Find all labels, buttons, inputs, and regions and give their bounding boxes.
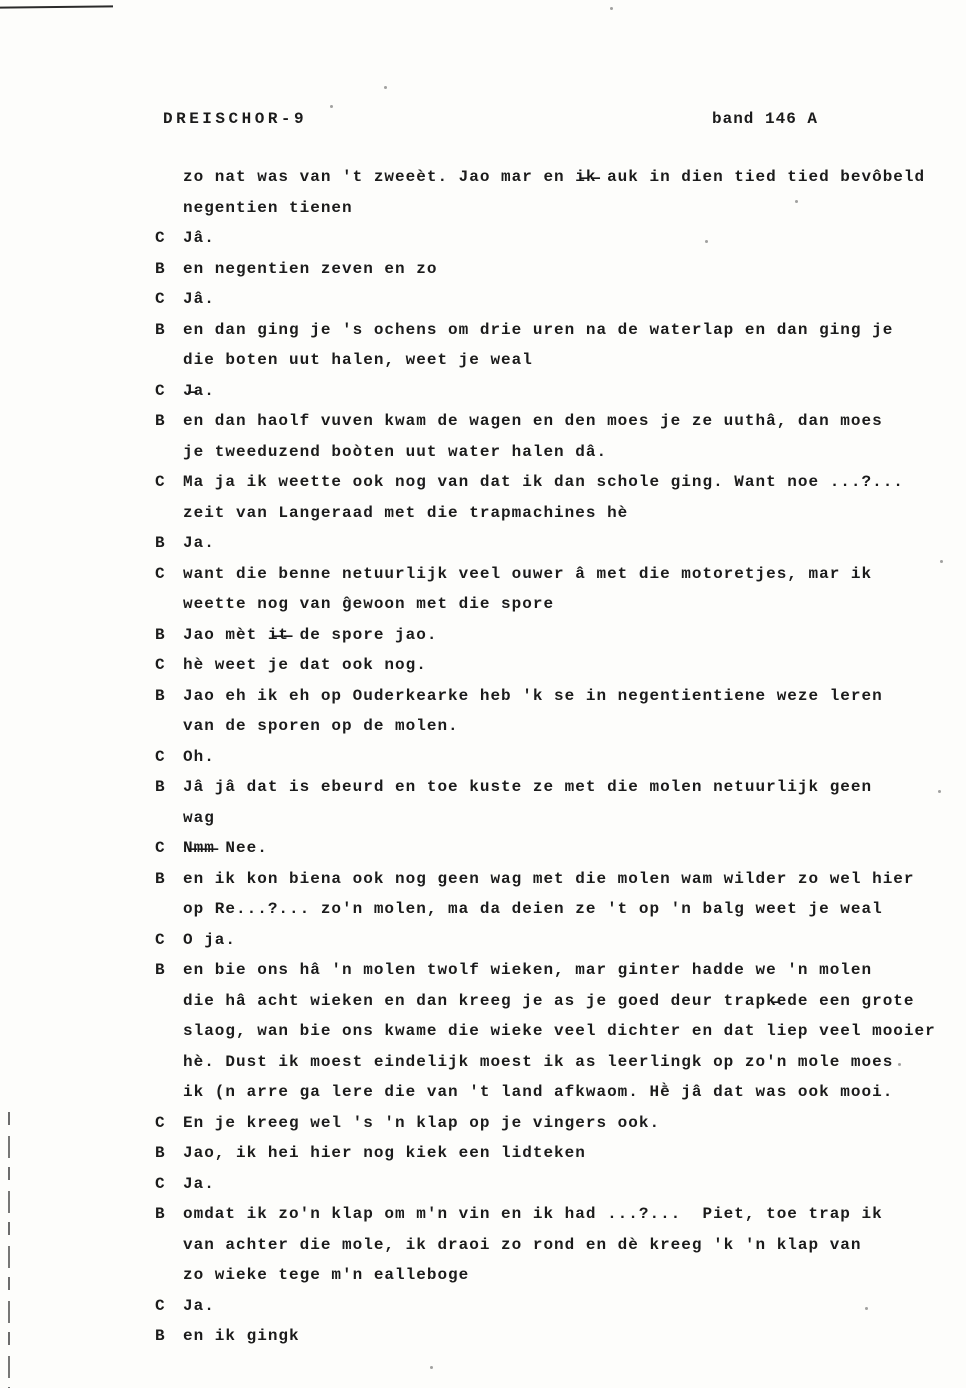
line-text: en dan ging je 's ochens om drie uren na de waterlap en dan ging je (183, 320, 894, 339)
speaker-label: B (155, 1205, 166, 1223)
scan-speck (330, 105, 333, 108)
speaker-label: C (155, 839, 166, 857)
transcript-line (0, 589, 966, 620)
transcript-line (0, 925, 966, 956)
transcript-line (0, 1169, 966, 1200)
speaker-label: C (155, 564, 166, 583)
transcript-line (0, 345, 966, 376)
line-text: Jao eh ik eh op Ouderkearke heb 'k se in negentientiene weze leren (183, 686, 883, 705)
transcript-line (0, 986, 966, 1017)
scan-edge-line (0, 5, 113, 8)
line-text: Jao mèt i̶t̶ de spore jao. (183, 625, 438, 644)
line-text: en bie ons hâ 'n molen twolf wieken, mar ginter hadde we 'n molen (183, 961, 873, 979)
line-text: want die benne netuurlijk veel ouwer â met die motoretjes, mar ik (183, 564, 873, 583)
transcript-line (0, 803, 966, 834)
transcript-line (0, 894, 966, 925)
line-text: negentien tienen (183, 198, 353, 217)
speaker-label: B (155, 534, 166, 552)
line-text: zo nat was van 't zweeèt. Jao mar en i̶k̶ auk in dien tied tied bevôbeld (183, 168, 926, 186)
line-text: zeit van Langeraad met die trapmachines hè (183, 503, 629, 522)
transcript-line (0, 376, 966, 407)
line-text: J̶a. (183, 381, 215, 400)
transcript-line (0, 864, 966, 895)
line-text: en ik kon biena ook nog geen wag met die molen wam wilder zo wel hier (183, 869, 915, 888)
transcript-line (0, 406, 966, 437)
line-text: ik (n arre ga lere die van 't land afkwaom. Hḕ jâ dat was ook mooi. (183, 1083, 894, 1101)
line-text: Oh. (183, 747, 215, 766)
transcript-line (0, 193, 966, 224)
scan-speck (384, 86, 387, 89)
speaker-label: C (155, 1174, 166, 1193)
line-text: omdat ik zo'n klap om m'n vin en ik had ...?... Piet, toe trap ik (183, 1205, 883, 1223)
speaker-label: B (155, 961, 166, 979)
line-text: hè. Dust ik moest eindelijk moest ik as leerlingk op zo'n mole moes (183, 1052, 894, 1071)
speaker-label: C (155, 656, 166, 674)
speaker-label: B (155, 778, 166, 796)
speaker-label: C (155, 473, 166, 491)
line-text: die hâ acht wieken en dan kreeg je as je goed deur trapk̶ede een grote (183, 991, 915, 1010)
speaker-label: B (155, 869, 166, 888)
line-text: O ja. (183, 930, 237, 949)
transcript-line (0, 742, 966, 773)
transcript-line (0, 681, 966, 712)
speaker-label: C (155, 747, 166, 766)
line-text: Ja. (183, 534, 215, 552)
line-text: van achter die mole, ik draoi zo rond en dè kreeg 'k 'n klap van (183, 1235, 862, 1254)
transcript-line (0, 1077, 966, 1108)
speaker-label: B (155, 625, 166, 644)
line-text: slaog, wan bie ons kwame die wieke veel dichter en dat liep veel mooier (183, 1022, 936, 1040)
band-label: band 146 A (712, 110, 819, 128)
speaker-label: C (155, 229, 166, 247)
transcript-line (0, 1260, 966, 1291)
line-text: zo wieke tege m'n ealleboge (183, 1266, 470, 1284)
transcript-line (0, 1138, 966, 1169)
transcript-line (0, 711, 966, 742)
transcript-line (0, 1230, 966, 1261)
line-text: Jâ. (183, 229, 215, 247)
line-text: N̶m̶m̶ Nee. (183, 839, 268, 857)
speaker-label: B (155, 686, 166, 705)
line-text: En je kreeg wel 's 'n klap op je vingers ook. (183, 1113, 661, 1132)
line-text: Ja. (183, 1174, 215, 1193)
speaker-label: B (155, 412, 166, 430)
speaker-label: C (155, 381, 166, 400)
line-text: en ik gingk (183, 1327, 300, 1345)
transcript-line (0, 1321, 966, 1352)
line-text: op Re...?... zo'n molen, ma da deien ze 't op 'n balg weet je weal (183, 900, 883, 918)
line-text: je tweeduzend boòten uut water halen dâ. (183, 442, 608, 461)
line-text: Jâ jâ dat is ebeurd en toe kuste ze met die molen netuurlijk geen (183, 778, 873, 796)
speaker-label: C (155, 930, 166, 949)
line-text: die boten uut halen, weet je weal (183, 351, 533, 369)
line-text: en dan haolf vuven kwam de wagen en den moes je ze uuthâ, dan moes (183, 412, 883, 430)
transcript-line (0, 772, 966, 803)
transcript-line (0, 162, 966, 193)
transcript-line (0, 528, 966, 559)
transcript-line (0, 833, 966, 864)
line-text: weette nog van ĝewoon met die spore (183, 595, 555, 613)
line-text: en negentien zeven en zo (183, 259, 438, 278)
transcript-line (0, 254, 966, 285)
transcript-line (0, 1108, 966, 1139)
speaker-label: B (155, 1144, 166, 1162)
speaker-label: C (155, 1113, 166, 1132)
transcript-line (0, 1047, 966, 1078)
transcript-line (0, 498, 966, 529)
transcript-line (0, 620, 966, 651)
speaker-label: B (155, 259, 166, 278)
line-text: Jâ. (183, 290, 215, 308)
speaker-label: B (155, 320, 166, 339)
transcript-line (0, 1016, 966, 1047)
transcript-line (0, 437, 966, 468)
transcript-line (0, 467, 966, 498)
transcript-line (0, 315, 966, 346)
line-text: van de sporen op de molen. (183, 717, 459, 735)
transcript-line (0, 284, 966, 315)
speaker-label: C (155, 1296, 166, 1315)
transcript-line (0, 559, 966, 590)
document-title: DREISCHOR-9 (163, 110, 308, 128)
transcript (0, 162, 966, 1352)
speaker-label: B (155, 1327, 166, 1345)
transcript-line (0, 955, 966, 986)
line-text: Jao, ik hei hier nog kiek een lidteken (183, 1144, 586, 1162)
line-text: hè weet je dat ook nog. (183, 656, 427, 674)
line-text: Ma ja ik weette ook nog van dat ik dan schole ging. Want noe ...?... (183, 473, 904, 491)
scan-speck (430, 1366, 433, 1369)
line-text: Ja. (183, 1296, 215, 1315)
speaker-label: C (155, 290, 166, 308)
transcript-line (0, 223, 966, 254)
transcript-line (0, 1199, 966, 1230)
line-text: wag (183, 808, 215, 827)
scan-speck (610, 7, 613, 10)
transcript-line (0, 1291, 966, 1322)
transcript-line (0, 650, 966, 681)
